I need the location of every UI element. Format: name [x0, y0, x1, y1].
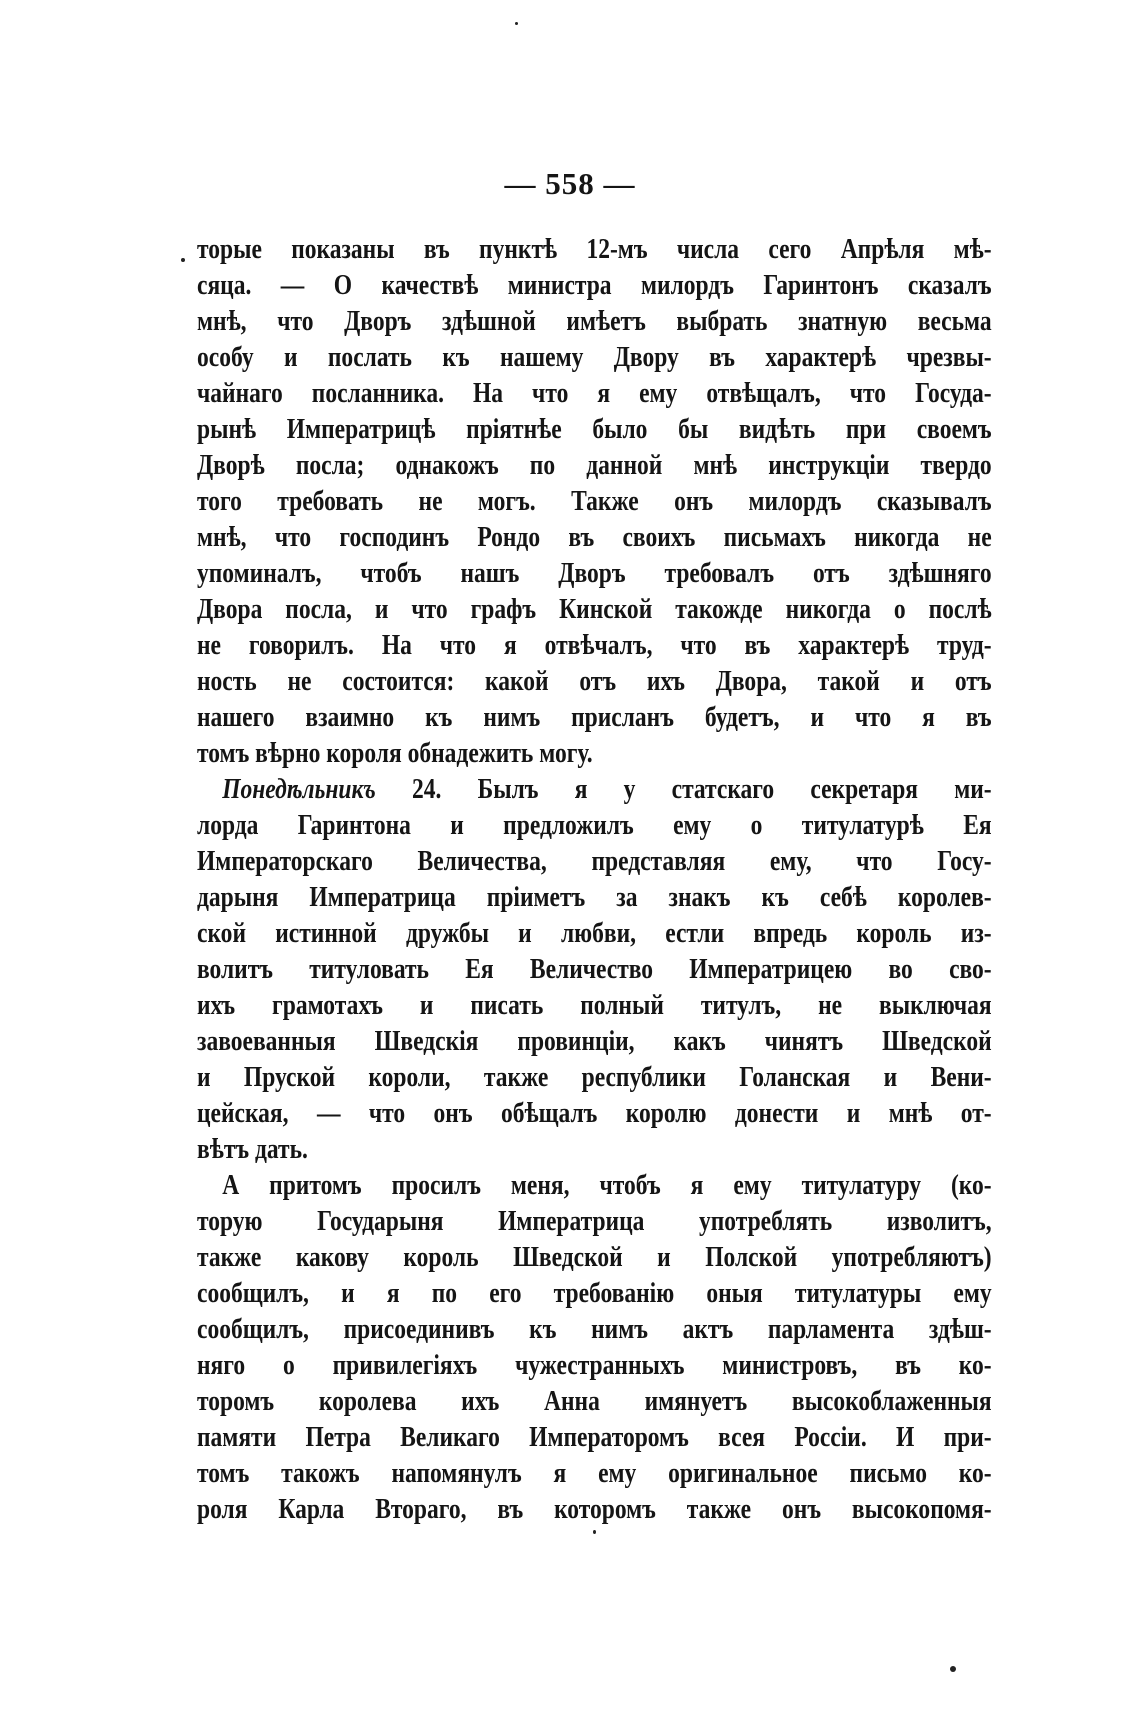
scan-speck [515, 22, 518, 25]
text-line: томъ такожъ напомянулъ я ему оригинальное письмо ко- [197, 1458, 992, 1489]
text-line: ихъ грамотахъ и писать полный титулъ, не выключая [197, 990, 992, 1021]
scan-speck [950, 1666, 956, 1672]
paragraph-first-line [197, 772, 992, 808]
text-line: дарыня Императрица пріиметъ за знакъ къ себѣ королев- [197, 882, 992, 913]
text-line: сяца. — О качествѣ министра милордъ Гаринтонъ сказалъ [197, 270, 992, 301]
text-line: нашего взаимно къ нимъ присланъ будетъ, и что я въ [197, 702, 992, 733]
body-text [197, 232, 992, 1528]
date-heading: Понедѣльникъ [222, 774, 376, 805]
text-line: Императорскаго Величества, представляя ему, что Госу- [197, 846, 992, 877]
text-line: также какову король Шведской и Полской употребляютъ) [197, 1242, 992, 1273]
text-line: чайнаго посланника. На что я ему отвѣщалъ, что Госуда- [197, 378, 992, 409]
text-line: сообщилъ, присоединивъ къ нимъ актъ парламента здѣш- [197, 1314, 992, 1345]
text-line: Дворѣ посла; однакожъ по данной мнѣ инструкціи твердо [197, 450, 992, 481]
text-line: памяти Петра Великаго Императоромъ всея Россіи. И при- [197, 1422, 992, 1453]
scan-speck [181, 258, 185, 262]
text-line: сообщилъ, и я по его требованію оныя титулатуры ему [197, 1278, 992, 1309]
text-line: А притомъ просилъ меня, чтобъ я ему титулатуру (ко- [222, 1170, 992, 1201]
text-line: роля Карла Втораго, въ которомъ также онъ высокопомя- [197, 1494, 992, 1525]
text-line: ской истинной дружбы и любви, естли впредь король из- [197, 918, 992, 949]
text-line: мнѣ, что господинъ Рондо въ своихъ письмахъ никогда не [197, 522, 992, 553]
text-line: мнѣ, что Дворъ здѣшной имѣетъ выбрать знатную весьма [197, 306, 992, 337]
text-line: и Пруской короли, также республики Голанская и Вени- [197, 1062, 992, 1093]
text-fragment: 24. Былъ я у статскаго секретаря ми- [412, 774, 992, 805]
text-line: няго о привилегіяхъ чужестранныхъ министровъ, въ ко- [197, 1350, 992, 1381]
text-line: цейская, — что онъ обѣщалъ королю донести и мнѣ от- [197, 1098, 992, 1129]
text-line: того требовать не могъ. Также онъ милордъ сказывалъ [197, 486, 992, 517]
text-line: волитъ титуловать Ея Величество Императрицею во сво- [197, 954, 992, 985]
text-line: торую Государыня Императрица употреблять изволитъ, [197, 1206, 992, 1237]
text-line: томъ вѣрно короля обнадежить могу. [197, 738, 593, 769]
text-line: не говорилъ. На что я отвѣчалъ, что въ характерѣ труд- [197, 630, 992, 661]
text-line: лорда Гаринтона и предложилъ ему о титулатурѣ Ея [197, 810, 992, 841]
text-line: упоминалъ, чтобъ нашъ Дворъ требовалъ отъ здѣшняго [197, 558, 992, 589]
text-line: ность не состоится: какой отъ ихъ Двора, такой и отъ [197, 666, 992, 697]
text-line: Двора посла, и что графъ Кинской такожде никогда о послѣ [197, 594, 992, 625]
text-line: вѣтъ дать. [197, 1134, 308, 1165]
text-line: особу и послать къ нашему Двору въ характерѣ чрезвы- [197, 342, 992, 373]
text-line: торомъ королева ихъ Анна имянуетъ высокоблаженныя [197, 1386, 992, 1417]
scan-speck [593, 1530, 596, 1534]
text-line: рынѣ Императрицѣ пріятнѣе было бы видѣть при своемъ [197, 414, 992, 445]
page-number: — 558 — [504, 166, 636, 201]
text-line: торые показаны въ пунктѣ 12-мъ числа сего Апрѣля мѣ- [197, 234, 992, 265]
text-line: завоеванныя Шведскія провинціи, какъ чинятъ Шведской [197, 1026, 992, 1057]
